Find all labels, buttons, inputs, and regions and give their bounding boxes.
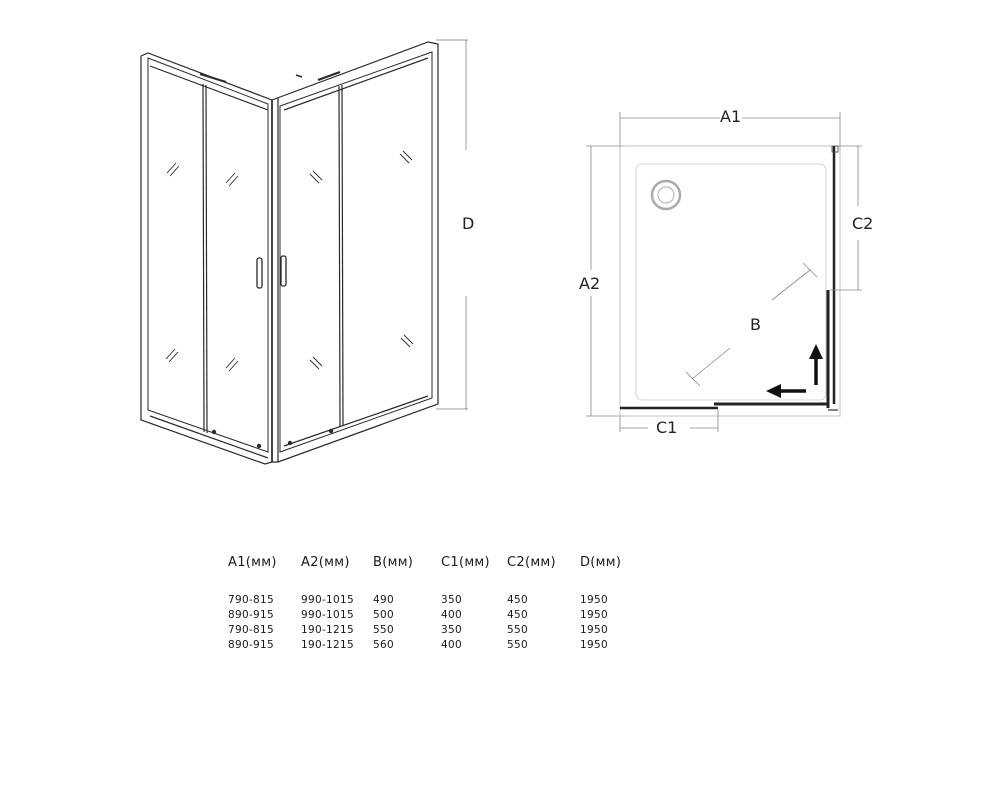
label-d: D xyxy=(462,214,475,233)
col-a1: A1(мм) xyxy=(228,555,277,570)
col-a2: A2(мм) xyxy=(301,555,350,570)
table-cell: 450 xyxy=(507,594,528,606)
table-cell: 1950 xyxy=(580,639,608,651)
table-cell: 990-1015 xyxy=(301,609,354,621)
label-c2: C2 xyxy=(852,214,874,233)
table-cell: 350 xyxy=(441,594,462,606)
table-cell: 790-815 xyxy=(228,624,274,636)
table-cell: 990-1015 xyxy=(301,594,354,606)
col-c1: C1(мм) xyxy=(441,555,490,570)
table-row xyxy=(228,623,640,638)
table-cell: 1950 xyxy=(580,594,608,606)
col-b: B(мм) xyxy=(373,555,414,570)
table-cell: 400 xyxy=(441,609,462,621)
table-cell: 550 xyxy=(507,624,528,636)
dimensions-table xyxy=(228,553,640,653)
enclosure-perspective xyxy=(141,40,468,464)
drain xyxy=(652,181,680,209)
right-handle xyxy=(281,256,286,286)
label-b: B xyxy=(750,315,761,334)
table-cell: 1950 xyxy=(580,624,608,636)
table-header xyxy=(228,553,640,593)
label-a1: A1 xyxy=(720,107,742,126)
table-cell: 550 xyxy=(373,624,394,636)
label-c1: C1 xyxy=(656,418,678,437)
table-row xyxy=(228,638,640,653)
enclosure-plan xyxy=(586,112,862,432)
table-cell: 190-1215 xyxy=(301,624,354,636)
table-cell: 1950 xyxy=(580,609,608,621)
shower-tray xyxy=(636,164,826,400)
table-cell: 890-915 xyxy=(228,609,274,621)
table-cell: 450 xyxy=(507,609,528,621)
table-row xyxy=(228,593,640,608)
table-cell: 560 xyxy=(373,639,394,651)
table-cell: 350 xyxy=(441,624,462,636)
table-row xyxy=(228,608,640,623)
table-cell: 400 xyxy=(441,639,462,651)
col-d: D(мм) xyxy=(580,555,622,570)
table-cell: 890-915 xyxy=(228,639,274,651)
label-a2: A2 xyxy=(579,274,601,293)
table-cell: 190-1215 xyxy=(301,639,354,651)
col-c2: C2(мм) xyxy=(507,555,556,570)
table-cell: 500 xyxy=(373,609,394,621)
table-cell: 490 xyxy=(373,594,394,606)
table-cell: 790-815 xyxy=(228,594,274,606)
table-cell: 550 xyxy=(507,639,528,651)
left-handle xyxy=(257,258,262,288)
